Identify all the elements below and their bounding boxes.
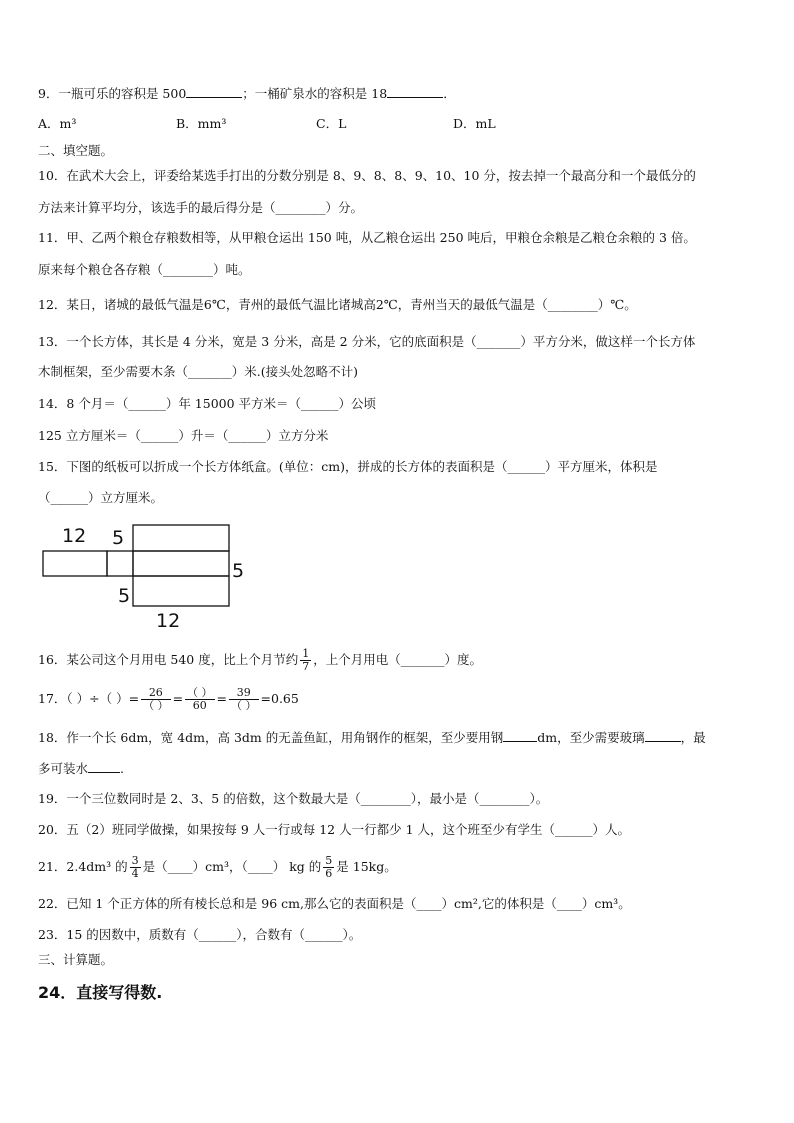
net-face-top (133, 525, 229, 551)
q18-text-b: dm，至少需要玻璃 (537, 730, 645, 745)
q18-text-c: ，最 (680, 730, 706, 745)
question-18-line-1 (38, 729, 706, 746)
net-label-bottom: 12 (156, 610, 181, 632)
question-10-line-1: 10．在武术大会上，评委给某选手打出的分数分别是 8、9、8、8、9、10、10 分，按去掉一个最高分和一个最低分的 (38, 168, 696, 183)
q18-blank-2 (645, 729, 681, 742)
net-face-short (107, 551, 133, 576)
question-13-line-2: 木制框架，至少需要木条（_______）米.(接头处忽略不计) (38, 364, 358, 379)
q21-text-a: 21．2.4dm³ 的 (38, 859, 128, 874)
q17-f1-den: （ ） (143, 699, 169, 712)
box-net-figure (38, 520, 258, 632)
q21-fraction-2 (323, 855, 334, 880)
net-label-right: 5 (232, 560, 245, 582)
q9-blank-1 (186, 85, 242, 98)
q21-f2-den: 6 (325, 867, 333, 880)
net-label-bottom-mid: 5 (118, 585, 131, 607)
question-17 (38, 684, 299, 714)
q18-blank-3 (88, 760, 120, 773)
question-11-line-2: 原来每个粮仓各存粮（________）吨。 (38, 262, 251, 277)
q18-text-a: 18．作一个长 6dm，宽 4dm，高 3dm 的无盖鱼缸，用角钢作的框架，至少要用钢 (38, 730, 504, 745)
q21-f1-num: 3 (131, 854, 139, 867)
question-19: 19．一个三位数同时是 2、3、5 的倍数，这个数最大是（________），最小是（________）。 (38, 791, 549, 806)
q17-f1-num: 26 (141, 687, 171, 700)
net-label-top-left: 12 (62, 525, 87, 547)
question-14-line-1: 14．8 个月＝（______）年 15000 平方米＝（______）公顷 (38, 396, 377, 411)
question-12: 12．某日，诸城的最低气温是6℃，青州的最低气温比诸城高2℃，青州当天的最低气温是（________）℃。 (38, 297, 637, 312)
net-face-long (43, 551, 107, 576)
q16-text-before: 16．某公司这个月用电 540 度，比上个月节约 (38, 652, 299, 667)
q9-text-3: ． (443, 86, 456, 101)
q17-f2-num: （ ） (187, 686, 213, 699)
question-21 (38, 852, 397, 882)
question-14-line-2: 125 立方厘米＝（______）升＝（______）立方分米 (38, 428, 329, 443)
q17-eq-1: = (172, 691, 184, 706)
section-3-heading: 三、计算题。 (38, 952, 114, 967)
question-11-line-1: 11．甲、乙两个粮仓存粮数相等，从甲粮仓运出 150 吨，从乙粮仓运出 250 吨后，甲粮仓余粮是乙粮仓余粮的 3 倍。 (38, 230, 696, 245)
q18-blank-1 (503, 729, 537, 742)
q17-fraction-3 (229, 687, 259, 712)
q18-text-e: . (120, 761, 124, 776)
q21-f1-den: 4 (131, 867, 139, 880)
net-face-center (133, 551, 229, 576)
q21-text-c: 是 15kg。 (336, 859, 397, 874)
question-15-line-1: 15．下图的纸板可以折成一个长方体纸盒。(单位：cm)，拼成的长方体的表面积是（______）平方厘米，体积是 (38, 459, 658, 474)
q9-option-b: B．mm³ (176, 116, 227, 131)
q9-blank-2 (387, 85, 443, 98)
q18-text-d: 多可装水 (38, 761, 89, 776)
question-22: 22．已知 1 个正方体的所有棱长总和是 96 cm,那么它的表面积是（____）cm²,它的体积是（____）cm³。 (38, 896, 631, 911)
q16-fraction (300, 648, 311, 673)
question-9 (38, 85, 456, 102)
q17-start: 17．（ ）÷（ ）= (38, 691, 140, 706)
q16-text-after: ，上个月用电（_______）度。 (313, 652, 482, 667)
q17-fraction-1 (141, 687, 171, 712)
q21-fraction-1 (130, 855, 141, 880)
question-23: 23．15 的因数中，质数有（______），合数有（______）。 (38, 927, 362, 942)
q9-text-2: ；一桶矿泉水的容积是 18 (242, 86, 388, 101)
q9-option-d: D．mL (453, 116, 496, 131)
section-2-heading: 二、填空题。 (38, 143, 114, 158)
q9-option-a: A．m³ (38, 116, 77, 131)
q17-f3-num: 39 (229, 687, 259, 700)
question-13-line-1: 13．一个长方体，其长是 4 分米，宽是 3 分米，高是 2 分米，它的底面积是（_______）平方分米，做这样一个长方体 (38, 334, 696, 349)
net-label-top-mid: 5 (112, 527, 125, 549)
question-10-line-2: 方法来计算平均分，该选手的最后得分是（________）分。 (38, 200, 364, 215)
net-face-bottom (133, 576, 229, 606)
question-15-line-2: （______）立方厘米。 (38, 490, 164, 505)
q17-fraction-2 (185, 687, 215, 712)
q21-f2-num: 5 (325, 854, 333, 867)
q16-frac-num: 1 (302, 647, 310, 660)
q17-end: =0.65 (260, 691, 299, 706)
question-24: 24．直接写得数. (38, 983, 163, 1002)
q16-frac-den: 7 (302, 660, 310, 673)
question-16 (38, 646, 482, 674)
question-18-line-2 (38, 760, 124, 777)
q9-text-1: 9．一瓶可乐的容积是 500 (38, 86, 187, 101)
q9-option-c: C．L (316, 116, 347, 131)
question-20: 20．五（2）班同学做操，如果按每 9 人一行或每 12 人一行都少 1 人，这个班至少有学生（______）人。 (38, 822, 631, 837)
q17-f3-den: （ ） (231, 699, 257, 712)
q17-eq-2: = (216, 691, 228, 706)
q17-f2-den: 60 (192, 699, 207, 712)
q21-text-b: 是（____）cm³，（____） kg 的 (142, 859, 322, 874)
